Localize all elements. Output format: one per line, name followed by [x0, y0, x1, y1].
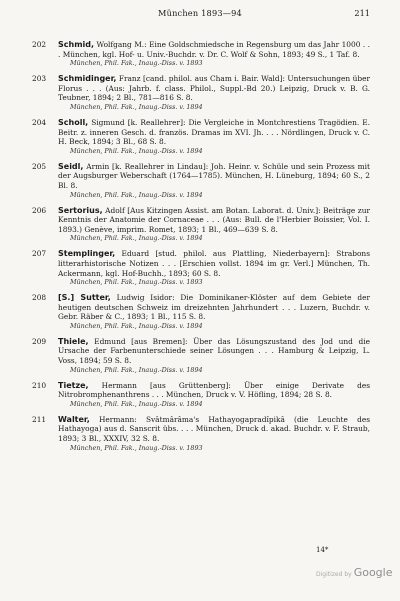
entry-description: Hermann: Svâtmârâma's Hathayogapradîpikâ (die Leuchte des Hathayoga) aus d. Sanscrit übs. . . . München, Druck d. akad. Buchdr. v. F. Straub, 1893; 3 Bl., XXXIV, 32 S. 8.: [58, 414, 370, 444]
entry-note: München, Phil. Fak., Inaug.-Diss. v. 1894: [70, 102, 203, 111]
entry-number: 204: [32, 117, 47, 127]
entry-text: [58, 337, 370, 366]
entry-number: 205: [32, 161, 47, 171]
entry-list: [0, 40, 400, 459]
watermark-prefix: Digitized by: [316, 571, 352, 578]
entry: [0, 249, 400, 287]
entry-number: 211: [32, 414, 47, 424]
entry-text: [58, 249, 370, 278]
entry: [0, 162, 400, 200]
entry-number: 202: [32, 40, 47, 49]
entry: [0, 74, 400, 112]
entry-note: München, Phil. Fak., Inaug.-Diss. v. 1894: [70, 365, 203, 374]
entry-number: 208: [32, 293, 47, 303]
entry-note: München, Phil. Fak., Inaug.-Diss. v. 1893: [70, 59, 203, 68]
entry-text: [58, 118, 370, 147]
entry-note: München, Phil. Fak., Inaug.-Diss. v. 1894: [70, 234, 203, 243]
entry-note: München, Phil. Fak., Inaug.-Diss. v. 1894: [70, 399, 203, 408]
entry-description: Adolf [Aus Kitzingen Assist. am Botan. Laborat. d. Univ.]: Beiträge zur Kenntnis der Anatomie der Cornaceae . . . (Aus: Bull. de l'Herbier Boissier, Vol. I. 1893.) Genève, imprim. Romet, 1893; 1 Bl., 469—639 S. 8.: [58, 205, 370, 234]
entry: [0, 293, 400, 331]
entry-number: 210: [32, 380, 47, 390]
entry-text: [58, 74, 370, 103]
author-name: Stemplinger,: [58, 249, 116, 259]
author-name: Walter,: [58, 414, 90, 424]
entry-note: München, Phil. Fak., Inaug.-Diss. v. 1893: [70, 278, 203, 287]
entry-note: München, Phil. Fak., Inaug.-Diss. v. 1893: [70, 443, 203, 452]
entry-description: Wolfgang M.: Eine Goldschmiedsche in Regensburg um das Jahr 1000 . . . München, kgl. Hof- u. Univ.-Buchdr. v. Dr. C. Wolf & Sohn, 1893; 49 S., 1 Taf. 8.: [58, 40, 370, 59]
entry-description: Edmund [aus Bremen]: Über das Lösungszustand des Jod und die Ursache der Farbenunterschiede seiner Lösungen . . . Hamburg & Leipzig, L. Voss, 1894; 59 S. 8.: [58, 336, 370, 366]
entry: [0, 337, 400, 375]
author-name: Scholl,: [58, 117, 89, 127]
entry: [0, 381, 400, 409]
entry-number: 207: [32, 249, 47, 259]
running-header: [0, 8, 400, 22]
header-title: München 1893—94: [158, 8, 242, 18]
entry-text: [58, 415, 370, 444]
entry: [0, 206, 400, 244]
entry-text: [58, 206, 370, 235]
google-logo-text: Google: [353, 566, 393, 579]
entry-note: München, Phil. Fak., Inaug.-Diss. v. 1894: [70, 321, 203, 330]
entry-description: Franz [cand. philol. aus Cham i. Bair. Wald]: Untersuchungen über Florus . . . (Aus: Jahrb. f. class. Philol., Suppl.-Bd 20.) Leipzig, Druck v. B. G. Teubner, 1894; 2 Bl., 781—816 S. 8.: [58, 74, 370, 103]
entry-text: [58, 293, 370, 322]
author-name: Seidl,: [58, 161, 84, 171]
entry-number: 203: [32, 74, 47, 84]
entry-description: Ludwig Isidor: Die Dominikaner-Klöster auf dem Gebiete der heutigen deutschen Schweiz im dreizehnten Jahrhundert . . . Luzern, Buchdr. v. Gebr. Räber & C., 1893; 1 Bl., 115 S. 8.: [58, 293, 370, 322]
entry-text: [58, 381, 370, 400]
entry-number: 209: [32, 336, 47, 346]
entry-description: Armin [k. Reallehrer in Lindau]: Joh. Heinr. v. Schüle und sein Prozess mit der Augsburger Weberschaft (1764—1785). München, H. Lüneburg, 1894; 60 S., 2 Bl. 8.: [58, 161, 370, 190]
entry-description: Hermann [aus Grüttenberg]: Über einige Derivate des Nitrobromphenanthrens . . . München, Druck v. V. Höfling, 1894; 28 S. 8.: [58, 380, 370, 400]
entry-note: München, Phil. Fak., Inaug.-Diss. v. 1894: [70, 190, 203, 199]
google-watermark: [316, 566, 393, 579]
signature-mark: 14*: [316, 546, 329, 554]
entry-description: Sigmund [k. Reallehrer]: Die Vergleiche in Montchrestiens Tragödien. E. Beitr. z. inneren Gesch. d. französ. Dramas im XVI. Jh. . . . Nördlingen, Druck v. C. H. Beck, 1894; 3 Bl., 68 S. 8.: [58, 117, 370, 147]
entry: [0, 40, 400, 68]
author-name: [S.] Sutter,: [58, 293, 111, 303]
author-name: Thiele,: [58, 336, 89, 346]
author-name: Tietze,: [58, 380, 89, 390]
entry-text: [58, 162, 370, 191]
author-name: Schmid,: [58, 40, 95, 49]
entry: [0, 415, 400, 453]
entry-note: München, Phil. Fak., Inaug.-Diss. v. 1894: [70, 146, 203, 155]
page-number: 211: [354, 8, 370, 18]
entry: [0, 118, 400, 156]
entry-text: [58, 40, 370, 59]
author-name: Schmidinger,: [58, 74, 117, 84]
entry-number: 206: [32, 205, 47, 215]
entry-description: Eduard [stud. philol. aus Plattling, Niederbayern]: Strabons litterarhistorische Notizen . . . [Erschien vollst. 1894 im gr. Verl.] München, Th. Ackermann, kgl. Hof-Buchh., 1893; 60 S. 8.: [58, 249, 370, 278]
author-name: Sertorius,: [58, 205, 103, 215]
